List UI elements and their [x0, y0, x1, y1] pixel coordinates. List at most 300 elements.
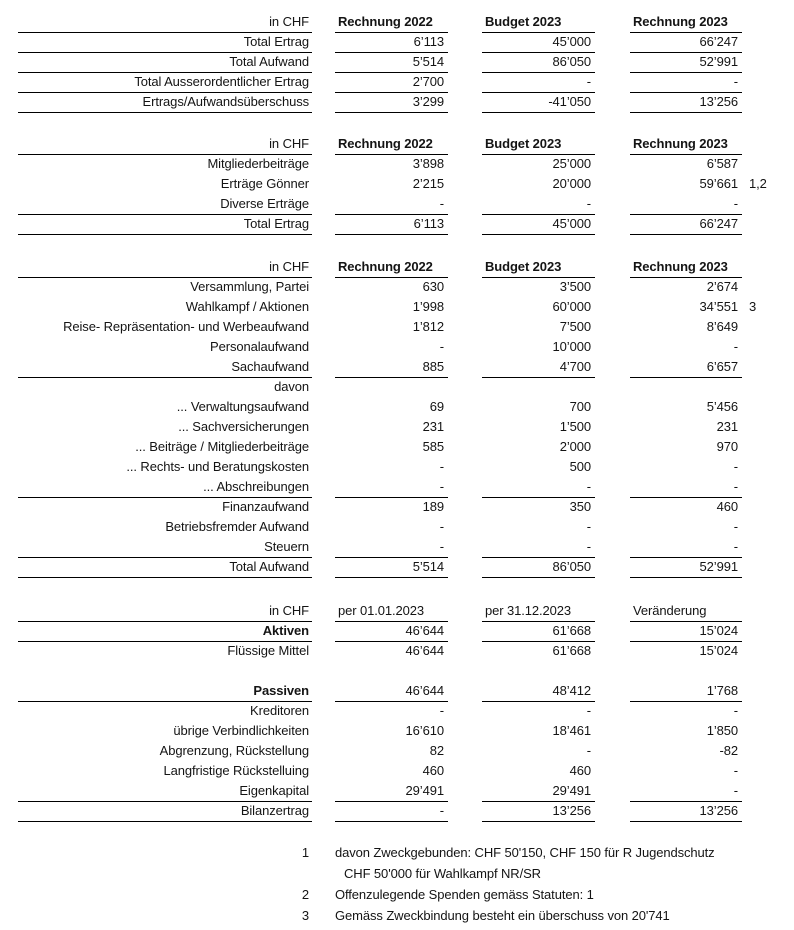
column-gap [448, 214, 482, 235]
row-label: davon [274, 379, 309, 394]
column-gap [448, 257, 482, 278]
table-row [0, 214, 794, 234]
column-gap [312, 12, 335, 33]
table-row [0, 621, 794, 641]
value-cell: 630 [422, 279, 444, 294]
value-cell: - [733, 459, 738, 474]
left-indent [0, 174, 18, 194]
column-gap [312, 497, 335, 517]
column-gap [595, 761, 630, 781]
table-header-row [0, 12, 794, 32]
table-row [0, 641, 794, 661]
column-gap [448, 72, 482, 93]
left-indent [0, 905, 18, 926]
column-gap [448, 92, 482, 113]
value-cell: 34’551 [699, 299, 738, 314]
value-cell: 6’113 [335, 32, 448, 53]
left-indent [0, 621, 18, 642]
value-cell [630, 377, 742, 397]
column-gap [312, 437, 335, 457]
column-gap [448, 377, 482, 397]
footnote-row [0, 863, 794, 884]
column-header: Rechnung 2022 [335, 134, 448, 155]
column-gap [595, 12, 630, 33]
value-cell: 500 [569, 459, 591, 474]
table-row [0, 32, 794, 52]
value-cell: 3’299 [335, 92, 448, 113]
table-header-row [0, 134, 794, 154]
column-gap [312, 174, 335, 194]
value-cell: 59’661 [699, 176, 738, 191]
column-gap [448, 601, 482, 622]
left-indent [0, 397, 18, 417]
note-spacer [742, 277, 794, 297]
footnote-number: 3 [301, 908, 309, 923]
column-gap [312, 761, 335, 781]
table-row [0, 477, 794, 497]
left-indent [0, 154, 18, 174]
column-gap [448, 337, 482, 357]
left-indent [0, 194, 18, 215]
column-gap [312, 337, 335, 357]
column-gap [595, 621, 630, 642]
value-cell: 29’491 [335, 781, 448, 802]
header-unit-label: in CHF [18, 12, 312, 33]
column-gap [448, 557, 482, 578]
value-cell: 52’991 [630, 52, 742, 73]
value-cell: - [630, 537, 742, 558]
value-cell: 5’514 [335, 52, 448, 73]
left-indent [0, 884, 18, 905]
table-row [0, 397, 794, 417]
note-spacer [742, 477, 794, 498]
column-gap [595, 297, 630, 317]
value-cell: - [482, 194, 595, 215]
row-label: Flüssige Mittel [227, 643, 309, 658]
column-gap [312, 317, 335, 337]
tables-container [0, 12, 794, 821]
column-gap [448, 52, 482, 73]
note-spacer [742, 517, 794, 537]
note-spacer [742, 417, 794, 437]
table-bilanz [0, 601, 794, 821]
left-indent [0, 863, 18, 884]
note-spacer [742, 701, 794, 721]
row-label: Total Aufwand [18, 52, 312, 73]
value-cell: 61’668 [552, 643, 591, 658]
row-label: Total Ertrag [18, 32, 312, 53]
value-cell: - [630, 477, 742, 498]
column-gap [448, 621, 482, 642]
value-cell: 13’256 [630, 92, 742, 113]
value-cell [482, 377, 595, 397]
note-spacer [742, 621, 794, 642]
value-cell: 15’024 [699, 643, 738, 658]
column-gap [595, 32, 630, 53]
column-header: Rechnung 2022 [335, 257, 448, 278]
column-header: Budget 2023 [482, 257, 595, 278]
column-gap [448, 397, 482, 417]
left-indent [0, 741, 18, 761]
value-cell: 8’649 [706, 319, 738, 334]
table-row [0, 761, 794, 781]
value-cell: 231 [422, 419, 444, 434]
column-gap [448, 134, 482, 155]
column-gap [595, 537, 630, 558]
note-spacer [742, 194, 794, 215]
column-gap [448, 297, 482, 317]
note-spacer [742, 154, 794, 174]
value-cell: - [439, 459, 444, 474]
value-cell: 6’113 [335, 214, 448, 235]
column-header: per 01.01.2023 [335, 601, 448, 622]
note-spacer [742, 92, 794, 113]
left-indent [0, 801, 18, 822]
value-cell: - [335, 477, 448, 498]
value-cell [335, 377, 448, 397]
column-gap [312, 621, 335, 642]
column-gap [595, 721, 630, 741]
left-indent [0, 337, 18, 357]
table-row [0, 317, 794, 337]
left-indent [0, 92, 18, 113]
column-gap [595, 214, 630, 235]
column-header: Rechnung 2023 [630, 257, 742, 278]
column-gap [448, 12, 482, 33]
table-row [0, 437, 794, 457]
left-indent [0, 641, 18, 661]
note-spacer [742, 72, 794, 93]
note-spacer [742, 497, 794, 517]
row-label: Diverse Erträge [18, 194, 312, 215]
note-spacer [742, 357, 794, 378]
note-spacer [742, 32, 794, 53]
value-cell: 2’215 [412, 176, 444, 191]
value-cell: 5’514 [335, 557, 448, 578]
footnote-number: 2 [301, 887, 309, 902]
column-header: Budget 2023 [482, 12, 595, 33]
note-spacer [742, 317, 794, 337]
column-gap [595, 257, 630, 278]
value-cell: 60’000 [552, 299, 591, 314]
table-row [0, 277, 794, 297]
column-gap [312, 214, 335, 235]
column-header: Budget 2023 [482, 134, 595, 155]
row-label: Reise- Repräsentation- und Werbeaufwand [63, 319, 309, 334]
column-gap [595, 681, 630, 702]
column-gap [595, 701, 630, 721]
value-cell: 18’461 [552, 723, 591, 738]
value-cell: 15’024 [630, 621, 742, 642]
value-cell: - [335, 194, 448, 215]
value-cell: 82 [429, 743, 444, 758]
column-gap [312, 781, 335, 802]
column-gap [312, 701, 335, 721]
column-gap [312, 32, 335, 53]
value-cell: - [439, 339, 444, 354]
footnote-text: Gemäss Zweckbindung besteht ein überschuss von 20'741 [335, 908, 670, 923]
value-cell: 46’644 [405, 643, 444, 658]
left-indent [0, 457, 18, 477]
note-spacer [742, 781, 794, 802]
column-gap [312, 52, 335, 73]
column-gap [595, 641, 630, 661]
column-gap [448, 497, 482, 517]
row-label: ... Beiträge / Mitgliederbeiträge [135, 439, 309, 454]
footnote-row [0, 884, 794, 905]
left-indent [0, 32, 18, 53]
table-row [0, 297, 794, 317]
column-gap [312, 257, 335, 278]
table-row [0, 174, 794, 194]
value-cell: 1’768 [630, 681, 742, 702]
row-label: Personalaufwand [210, 339, 309, 354]
footnote-number [18, 863, 309, 884]
row-label: Betriebsfremder Aufwand [165, 519, 309, 534]
note-spacer [742, 557, 794, 578]
table-row [0, 92, 794, 112]
column-gap [448, 357, 482, 378]
column-gap [595, 497, 630, 517]
row-label: Ertrags/Aufwandsüberschuss [18, 92, 312, 113]
column-gap [312, 277, 335, 297]
column-gap [309, 884, 335, 905]
column-gap [448, 801, 482, 822]
footnote-text: davon Zweckgebunden: CHF 50'150, CHF 150 für R Jugendschutz [335, 845, 715, 860]
value-cell: - [733, 519, 738, 534]
value-cell: 1’812 [412, 319, 444, 334]
value-cell: 231 [716, 419, 738, 434]
row-label: Total Aufwand [18, 557, 312, 578]
column-gap [595, 92, 630, 113]
value-cell: 45’000 [482, 214, 595, 235]
note-spacer [742, 641, 794, 661]
column-gap [312, 397, 335, 417]
left-indent [0, 417, 18, 437]
column-gap [448, 32, 482, 53]
column-gap [312, 741, 335, 761]
footnote-row [0, 842, 794, 863]
value-cell: 46’644 [335, 621, 448, 642]
left-indent [0, 317, 18, 337]
column-gap [448, 154, 482, 174]
row-label: Versammlung, Partei [190, 279, 309, 294]
value-cell: 25’000 [552, 156, 591, 171]
column-gap [448, 701, 482, 721]
left-indent [0, 842, 18, 863]
column-gap [448, 437, 482, 457]
note-spacer [742, 761, 794, 781]
table-row [0, 497, 794, 517]
left-indent [0, 72, 18, 93]
column-gap [448, 537, 482, 558]
table-row [0, 517, 794, 537]
row-label: Eigenkapital [18, 781, 312, 802]
row-label: Abgrenzung, Rückstellung [159, 743, 309, 758]
value-cell: 885 [335, 357, 448, 378]
value-cell: - [439, 703, 444, 718]
column-gap [448, 477, 482, 498]
value-cell: 1’850 [706, 723, 738, 738]
column-gap [312, 517, 335, 537]
value-cell: 16’610 [405, 723, 444, 738]
column-gap [448, 741, 482, 761]
column-gap [448, 174, 482, 194]
table-row [0, 377, 794, 397]
value-cell: 7’500 [559, 319, 591, 334]
column-gap [448, 457, 482, 477]
left-indent [0, 701, 18, 721]
row-label: übrige Verbindlichkeiten [173, 723, 309, 738]
row-label: Steuern [18, 537, 312, 558]
column-gap [595, 781, 630, 802]
value-cell: - [586, 703, 591, 718]
column-header: Rechnung 2023 [630, 134, 742, 155]
footnote-ref: 3 [749, 299, 757, 314]
value-cell: 460 [716, 499, 738, 514]
column-gap [595, 397, 630, 417]
table-ertrag-detail [0, 134, 794, 234]
row-label: Bilanzertrag [18, 801, 312, 822]
column-gap [595, 317, 630, 337]
column-gap [595, 601, 630, 622]
column-gap [448, 517, 482, 537]
left-indent [0, 357, 18, 378]
value-cell: - [733, 763, 738, 778]
left-indent [0, 134, 18, 155]
header-unit-label: in CHF [18, 601, 312, 622]
table-row [0, 537, 794, 557]
left-indent [0, 377, 18, 397]
column-gap [448, 761, 482, 781]
value-cell: 48’412 [482, 681, 595, 702]
value-cell: 189 [422, 499, 444, 514]
table-row [0, 357, 794, 377]
table-header-row [0, 257, 794, 277]
row-label: Total Ertrag [18, 214, 312, 235]
column-gap [595, 437, 630, 457]
value-cell: 13’256 [482, 801, 595, 822]
row-label: Kreditoren [250, 703, 309, 718]
column-gap [312, 72, 335, 93]
column-header: Rechnung 2023 [630, 12, 742, 33]
value-cell: - [335, 537, 448, 558]
column-gap [312, 557, 335, 578]
left-indent [0, 517, 18, 537]
row-label: ... Rechts- und Beratungskosten [126, 459, 309, 474]
column-gap [595, 72, 630, 93]
row-label: Langfristige Rückstelluing [163, 763, 309, 778]
column-gap [312, 537, 335, 558]
row-label: Sachaufwand [18, 357, 312, 378]
column-gap [312, 297, 335, 317]
left-indent [0, 681, 18, 702]
column-gap [309, 842, 335, 863]
column-gap [312, 92, 335, 113]
table-row [0, 781, 794, 801]
note-spacer [742, 214, 794, 235]
row-label: ... Verwaltungsaufwand [176, 399, 309, 414]
left-indent [0, 214, 18, 235]
column-gap [448, 317, 482, 337]
column-gap [595, 52, 630, 73]
footnote-number: 1 [301, 845, 309, 860]
value-cell: 66’247 [630, 214, 742, 235]
footnote-text: CHF 50'000 für Wahlkampf NR/SR [344, 866, 541, 881]
note-spacer [742, 257, 794, 278]
value-cell: 2’000 [559, 439, 591, 454]
value-cell: 69 [429, 399, 444, 414]
table-row [0, 457, 794, 477]
left-indent [0, 437, 18, 457]
left-indent [0, 297, 18, 317]
column-gap [312, 801, 335, 822]
table-row [0, 721, 794, 741]
footnote-row [0, 905, 794, 926]
value-cell: 6’657 [630, 357, 742, 378]
note-spacer [742, 741, 794, 761]
value-cell: - [630, 781, 742, 802]
column-header: per 31.12.2023 [482, 601, 595, 622]
value-cell: 3’500 [559, 279, 591, 294]
table-aufwand-detail [0, 257, 794, 577]
left-indent [0, 761, 18, 781]
table-row [0, 701, 794, 721]
column-gap [595, 417, 630, 437]
note-spacer [742, 537, 794, 558]
table-row [0, 801, 794, 821]
column-gap [312, 681, 335, 702]
column-gap [595, 477, 630, 498]
note-spacer [742, 397, 794, 417]
value-cell: 350 [569, 499, 591, 514]
value-cell: 29’491 [482, 781, 595, 802]
row-label: Aktiven [18, 621, 312, 642]
column-gap [448, 681, 482, 702]
value-cell: 5’456 [706, 399, 738, 414]
row-label: ... Sachversicherungen [178, 419, 309, 434]
column-gap [312, 377, 335, 397]
row-label: Finanzaufwand [222, 499, 309, 514]
column-gap [312, 641, 335, 661]
value-cell: - [586, 519, 591, 534]
column-gap [312, 721, 335, 741]
left-indent [0, 257, 18, 278]
column-gap [312, 357, 335, 378]
value-cell: -82 [719, 743, 738, 758]
column-gap [448, 721, 482, 741]
column-gap [312, 417, 335, 437]
column-gap [448, 194, 482, 215]
blank-row [0, 661, 794, 681]
row-label: Erträge Gönner [220, 176, 309, 191]
row-label: Wahlkampf / Aktionen [185, 299, 309, 314]
value-cell: 1’500 [559, 419, 591, 434]
table-row [0, 557, 794, 577]
table-erfolgsrechnung-uebersicht [0, 12, 794, 112]
column-header: Veränderung [630, 601, 742, 622]
row-label: ... Abschreibungen [18, 477, 312, 498]
note-spacer [742, 12, 794, 33]
left-indent [0, 781, 18, 802]
table-row [0, 741, 794, 761]
value-cell: 6’587 [706, 156, 738, 171]
column-gap [312, 601, 335, 622]
column-gap [448, 641, 482, 661]
left-indent [0, 277, 18, 297]
table-row [0, 681, 794, 701]
column-gap [595, 337, 630, 357]
